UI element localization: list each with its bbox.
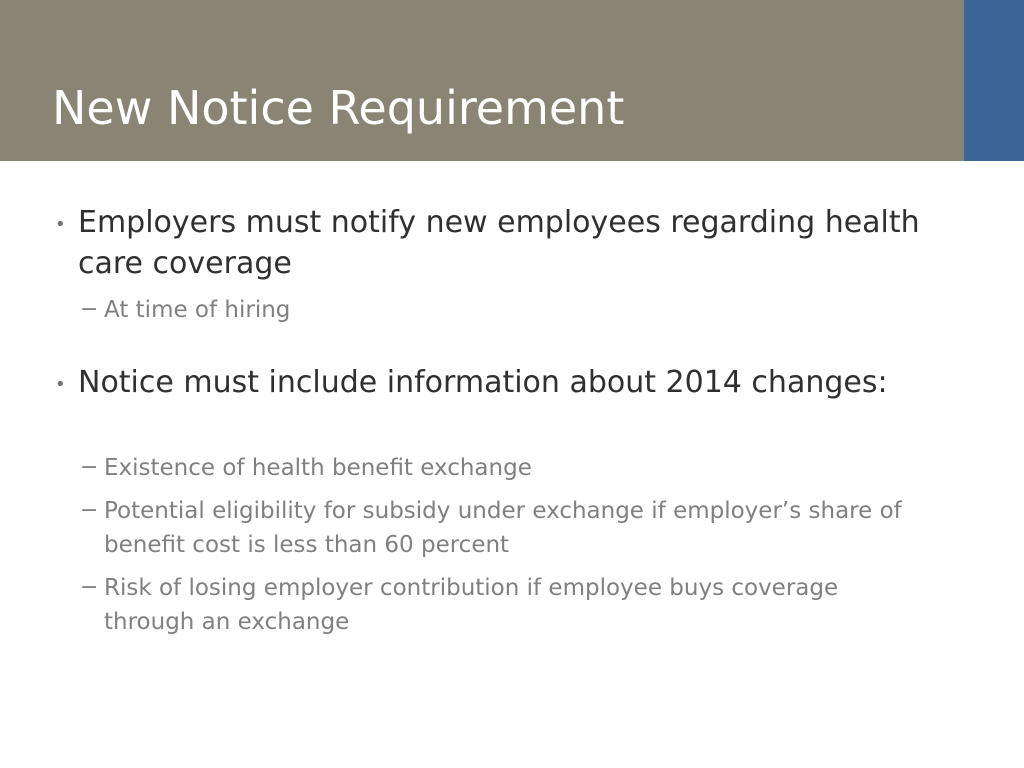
sub-bullet-text: Risk of losing employer contribution if employee buys coverage through an exchange — [104, 575, 839, 635]
accent-bar — [964, 0, 1024, 161]
bullet-marker: • — [55, 214, 66, 235]
bullet-text: Notice must include information about 2014 changes: — [78, 365, 888, 400]
bullet-marker: • — [55, 374, 66, 395]
sub-bullet-marker: − — [80, 455, 99, 480]
sub-bullet-text: Existence of health benefit exchange — [104, 455, 532, 481]
sub-bullet-text: At time of hiring — [104, 297, 291, 323]
sub-bullet-marker: − — [80, 297, 99, 322]
sub-bullet-text: Potential eligibility for subsidy under exchange if employer’s share of benefit cost is less than 60 percent — [104, 498, 902, 558]
sub-bullet-marker: − — [80, 575, 99, 600]
slide-title: New Notice Requirement — [52, 81, 625, 135]
bullet-text: Employers must notify new employees regarding health care coverage — [78, 205, 920, 281]
sub-bullet-marker: − — [80, 498, 99, 523]
